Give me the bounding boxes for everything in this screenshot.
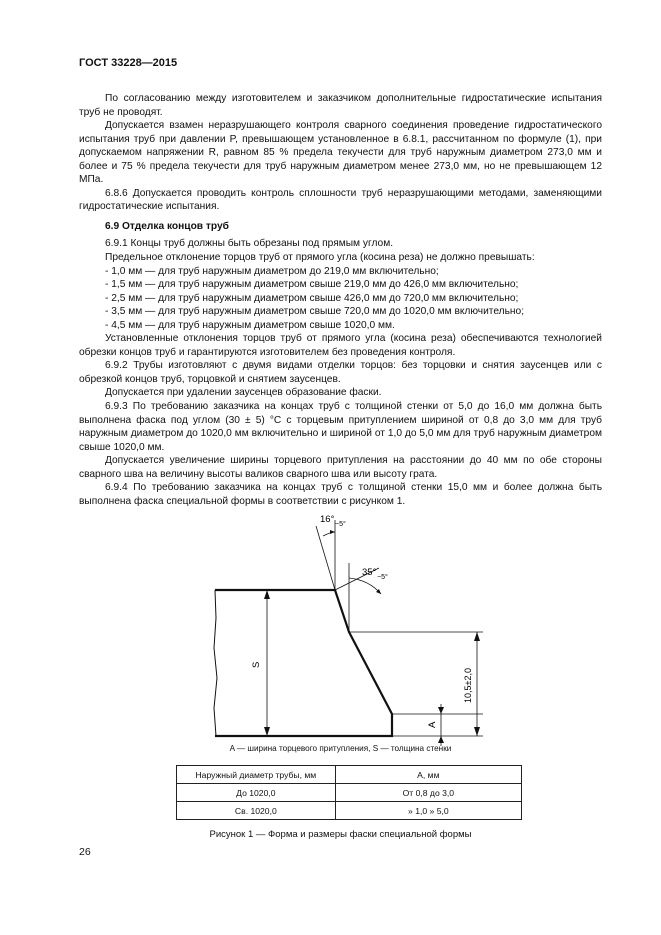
page-number: 26	[79, 846, 91, 858]
dimensions-table	[176, 765, 522, 820]
break-line	[214, 590, 217, 736]
paragraph: По согласованию между изготовителем и заказчиком дополнительные гидростатические испытания труб не проводят.	[79, 93, 602, 118]
table-row	[177, 784, 522, 802]
table-cell: Св. 1020,0	[177, 802, 336, 820]
table-cell: » 1,0 » 5,0	[335, 802, 521, 820]
list-item: - 3,5 мм — для труб наружным диаметром свыше 720,0 мм до 1020,0 мм включительно;	[105, 306, 525, 318]
arrowhead	[264, 590, 270, 599]
label-a: A	[427, 721, 438, 728]
table-cell: До 1020,0	[177, 784, 336, 802]
figure-legend: A — ширина торцевого притупления, S — толщина стенки	[229, 744, 452, 753]
angle-tolerance-35: −5°	[377, 574, 388, 581]
arrowhead	[438, 707, 444, 714]
paragraph: Установленные отклонения торцов труб от прямого угла (косина реза) обеспечиваются технологией обрезки концов труб и гарантируются изготовителем без проведения контроля.	[79, 333, 602, 358]
arrowhead	[474, 632, 480, 641]
table-cell: От 0,8 до 3,0	[335, 784, 521, 802]
paragraph: 6.9.2 Трубы изготовляют с двумя видами отделки торцов: без торцовки и снятия заусенцев или с обрезкой концов труб, торцовкой и снятием заусенцев.	[79, 360, 602, 385]
bevel-drawing	[79, 508, 602, 758]
label-height: 10,5±2,0	[463, 668, 473, 703]
body-text	[79, 92, 602, 508]
column-header: A, мм	[335, 766, 521, 784]
pipe-wall-outline	[215, 590, 392, 736]
paragraph: Допускается увеличение ширины торцевого притупления на расстоянии до 40 мм по обе стороны сварного шва на величину высоты валиков сварного шва или высоту грата.	[79, 455, 602, 480]
angle-label-16: 16°	[320, 514, 335, 525]
paragraph: 6.9.3 По требованию заказчика на концах труб с толщиной стенки от 5,0 до 16,0 мм должна быть выполнена фаска под углом (30 ± 5) °С с торцевым притуплением шириной от 0,8 до 3,0 мм для труб наружным диаметром до 1020,0 мм включительно и шириной от 1,0 до 5,0 мм для труб наружным диаметром свыше 1020,0 мм.	[79, 401, 602, 453]
label-s: S	[251, 661, 262, 668]
paragraph: 6.8.6 Допускается проводить контроль сплошности труб неразрушающими методами, заменяющими гидростатические испытания.	[79, 187, 602, 213]
arrowhead	[438, 736, 444, 743]
extension-line	[316, 526, 335, 590]
column-header: Наружный диаметр трубы, мм	[177, 766, 336, 784]
list-item: - 1,5 мм — для труб наружным диаметром свыше 219,0 мм до 426,0 мм включительно;	[105, 279, 519, 291]
paragraph: Допускается взамен неразрушающего контроля сварного соединения проведение гидростатического испытания труб при давлении P, превышающем установленное в 6.8.1, рассчитанном по формуле (1), при допускаемом напряжении R, равном 85 % предела текучести для труб наружным диаметром 273,0 мм и более и 75 % предела текучести для труб наружным диаметром менее 273,0 мм, но не превышающем 12 МПа.	[79, 120, 602, 186]
arrowhead	[474, 727, 480, 736]
paragraph: Допускается при удалении заусенцев образование фаски.	[105, 387, 382, 399]
list-item: - 1,0 мм — для труб наружным диаметром до 219,0 мм включительно;	[105, 265, 439, 277]
angle-tolerance-16: −5°	[335, 521, 346, 528]
table-row	[177, 802, 522, 820]
list-item: - 4,5 мм — для труб наружным диаметром свыше 1020,0 мм.	[105, 319, 395, 331]
angle-label-35: 35°	[362, 567, 377, 578]
paragraph: 6.9.4 По требованию заказчика на концах труб с толщиной стенки 15,0 мм и более должна быть выполнена фаска специальной формы в соответствии с рисунком 1.	[79, 482, 602, 507]
table-header-row	[177, 766, 522, 784]
paragraph: 6.9.1 Концы труб должны быть обрезаны под прямым углом.	[105, 238, 394, 250]
figure-caption: Рисунок 1 — Форма и размеры фаски специальной формы	[209, 829, 472, 840]
bevel-drawing-svg	[79, 508, 602, 748]
section-title: 6.9 Отделка концов труб	[105, 220, 229, 232]
list-item: - 2,5 мм — для труб наружным диаметром свыше 426,0 мм до 720,0 мм включительно;	[105, 292, 519, 304]
arrowhead	[264, 727, 270, 736]
document-code: ГОСТ 33228—2015	[79, 57, 178, 69]
arrowhead	[330, 530, 335, 534]
paragraph: Предельное отклонение торцов труб от прямого угла (косина реза) не должно превышать:	[105, 252, 535, 264]
